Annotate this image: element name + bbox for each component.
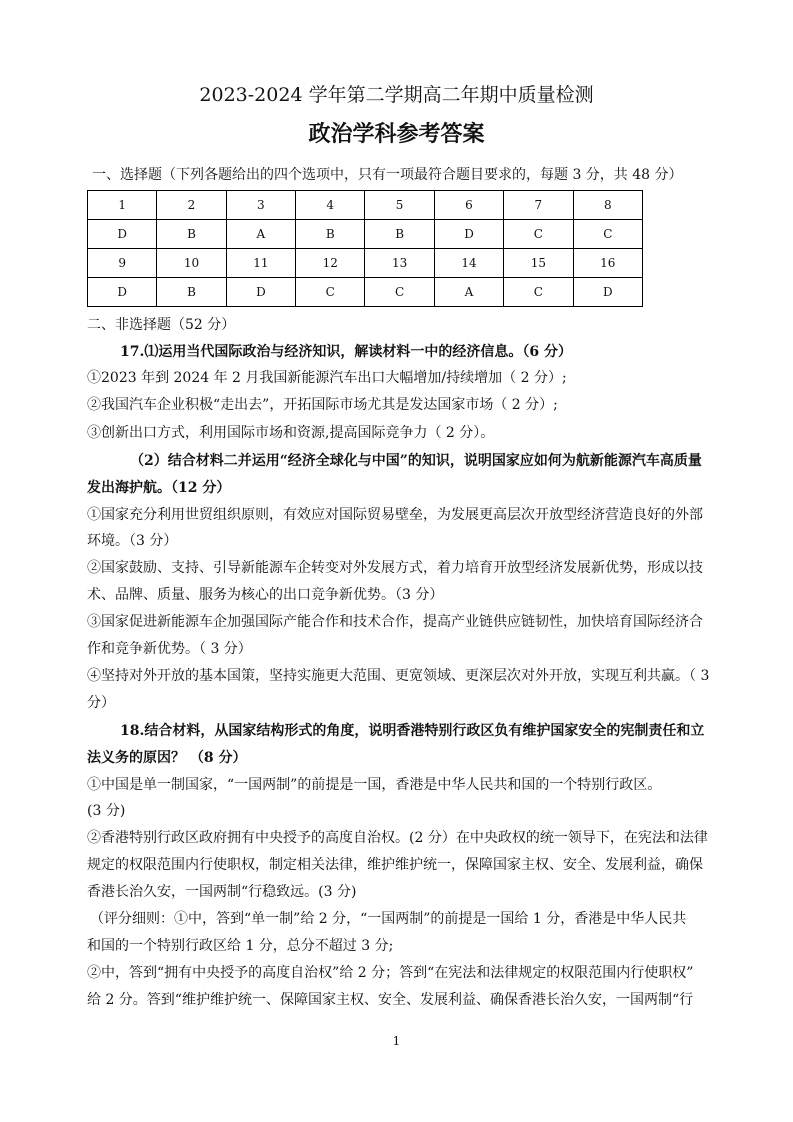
answer-line: ①2023 年到 2024 年 2 月我国新能源汽车出口大幅增加/持续增加（ 2 分）; bbox=[87, 370, 567, 386]
document-subtitle: 政治学科参考答案 bbox=[308, 121, 485, 147]
table-cell: B bbox=[157, 278, 226, 307]
table-cell: D bbox=[88, 278, 157, 307]
answer-line: ③创新出口方式，利用国际市场和资源,提高国际竞争力（ 2 分）。 bbox=[87, 425, 495, 441]
table-cell: 11 bbox=[226, 249, 295, 278]
answer-line: （2）结合材料二并运用“经济全球化与中国”的知识，说明国家应如何为航新能源汽车高质量 bbox=[130, 453, 702, 469]
table-cell: 13 bbox=[365, 249, 434, 278]
answer-line: 规定的权限范围内行使职权，制定相关法律，维护维护统一，保障国家主权、安全、发展利益，确保 bbox=[87, 857, 703, 873]
answer-table bbox=[87, 190, 643, 307]
table-cell: 15 bbox=[504, 249, 573, 278]
table-cell: D bbox=[88, 220, 157, 249]
table-cell: 4 bbox=[296, 191, 365, 220]
answer-line: 和国的一个特别行政区给 1 分，总分不超过 3 分; bbox=[87, 938, 394, 954]
answer-line: 给 2 分。答到“维护维护统一、保障国家主权、安全、发展利益、确保香港长治久安，一国两制“行 bbox=[87, 992, 694, 1008]
answer-line: 法义务的原因？ （8 分） bbox=[87, 750, 247, 766]
table-cell: C bbox=[296, 278, 365, 307]
answer-line: 18.结合材料，从国家结构形式的角度，说明香港特别行政区负有维护国家安全的宪制责任和立 bbox=[120, 723, 705, 739]
table-cell: 12 bbox=[296, 249, 365, 278]
table-row bbox=[88, 191, 643, 220]
answer-line: ④坚持对外开放的基本国策，坚持实施更大范围、更宽领域、更深层次对外开放，实现互利共赢。（ 3 bbox=[87, 668, 710, 684]
answer-line: (3 分) bbox=[87, 803, 126, 819]
answer-line: 香港长治久安，一国两制“行稳致远。(3 分) bbox=[87, 884, 357, 900]
table-cell: 10 bbox=[157, 249, 226, 278]
table-row bbox=[88, 220, 643, 249]
table-row bbox=[88, 249, 643, 278]
table-cell: C bbox=[365, 278, 434, 307]
table-cell: C bbox=[573, 220, 642, 249]
answer-line: ③国家促进新能源车企加强国际产能合作和技术合作，提高产业链供应链韧性，加快培育国际经济合 bbox=[87, 614, 703, 630]
table-cell: C bbox=[504, 220, 573, 249]
answer-line: 分） bbox=[87, 695, 115, 711]
table-cell: B bbox=[365, 220, 434, 249]
table-cell: 8 bbox=[573, 191, 642, 220]
answer-line: 作和竞争新优势。（ 3 分） bbox=[87, 641, 252, 657]
section-heading-choice: 一、选择题（下列各题给出的四个选项中，只有一项最符合题目要求的，每题 3 分，共 48 分） bbox=[92, 167, 683, 183]
table-cell: 5 bbox=[365, 191, 434, 220]
table-row bbox=[88, 278, 643, 307]
answer-line: 发出海护航。（12 分） bbox=[87, 480, 231, 496]
table-cell: D bbox=[573, 278, 642, 307]
table-cell: 1 bbox=[88, 191, 157, 220]
table-cell: 14 bbox=[434, 249, 503, 278]
table-cell: B bbox=[296, 220, 365, 249]
section-heading-nonchoice: 二、非选择题（52 分） bbox=[87, 317, 236, 333]
answer-line: ②中，答到“拥有中央授予的高度自治权”给 2 分；答到“在宪法和法律规定的权限范围内行使职权” bbox=[87, 965, 694, 981]
table-cell: D bbox=[226, 278, 295, 307]
table-cell: 2 bbox=[157, 191, 226, 220]
table-cell: 3 bbox=[226, 191, 295, 220]
answer-line: ②我国汽车企业积极“走出去”，开拓国际市场尤其是发达国家市场（ 2 分）; bbox=[87, 397, 558, 413]
table-cell: A bbox=[434, 278, 503, 307]
answer-line: ②香港特别行政区政府拥有中央授予的高度自治权。(2 分）在中央政权的统一领导下，在宪法和法律 bbox=[87, 830, 708, 846]
answer-line: ①国家充分利用世贸组织原则，有效应对国际贸易壁垒，为发展更高层次开放型经济营造良好的外部 bbox=[87, 507, 703, 523]
table-cell: A bbox=[226, 220, 295, 249]
answer-line: 术、品牌、质量、服务为核心的出口竞争新优势。（3 分） bbox=[87, 587, 444, 603]
answer-line: 环境。（3 分） bbox=[87, 533, 178, 549]
table-cell: 7 bbox=[504, 191, 573, 220]
table-cell: B bbox=[157, 220, 226, 249]
answer-line: ②国家鼓励、支持、引导新能源车企转变对外发展方式，着力培育开放型经济发展新优势，形成以技 bbox=[87, 560, 703, 576]
answer-line: ①中国是单一制国家，“一国两制”的前提是一国，香港是中华人民共和国的一个特别行政区。 bbox=[87, 777, 662, 793]
table-cell: 16 bbox=[573, 249, 642, 278]
document-title: 2023-2024 学年第二学期高二年期中质量检测 bbox=[199, 84, 594, 106]
page-number: 1 bbox=[392, 1034, 401, 1048]
table-cell: C bbox=[504, 278, 573, 307]
answer-line: （评分细则：①中，答到“单一制”给 2 分，“一国两制”的前提是一国给 1 分，香港是中华人民共 bbox=[90, 911, 687, 927]
answer-line: 17.⑴运用当代国际政治与经济知识，解读材料一中的经济信息。（6 分） bbox=[120, 344, 572, 360]
table-cell: 9 bbox=[88, 249, 157, 278]
table-cell: D bbox=[434, 220, 503, 249]
table-cell: 6 bbox=[434, 191, 503, 220]
